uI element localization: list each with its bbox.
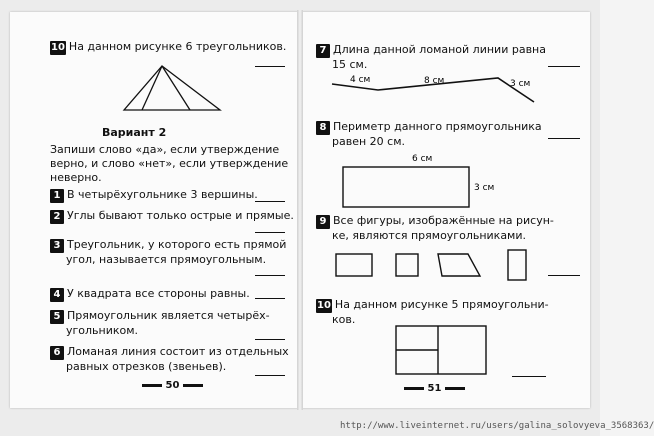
height-label: 3 см <box>474 183 495 193</box>
page-number: 51 <box>427 383 442 394</box>
segment-label: 8 см <box>424 76 445 86</box>
question-number: 8 <box>316 121 330 135</box>
question-number: 1 <box>50 189 64 203</box>
question-number: 3 <box>50 239 64 253</box>
segment-label: 4 см <box>350 75 371 85</box>
page-number-right <box>404 383 465 394</box>
answer-line[interactable] <box>255 298 285 299</box>
question-text: Углы бывают только острые и прямые. <box>67 209 294 222</box>
answer-line[interactable] <box>255 66 285 67</box>
question-7 <box>316 43 546 72</box>
question-text: Периметр данного прямоугольника <box>333 120 542 133</box>
instruction-line: неверно. <box>50 171 102 184</box>
question-text: На данном рисунке 6 треугольников. <box>68 40 287 53</box>
source-watermark-url: http://www.liveinternet.ru/users/galina_solovyeva_3568363/ <box>340 421 654 431</box>
question-text: угол, называется прямоугольным. <box>66 253 267 266</box>
question-9 <box>316 214 554 243</box>
answer-line[interactable] <box>548 138 580 139</box>
question-2 <box>50 209 294 224</box>
instruction-line: Запиши слово «да», если утверждение <box>50 143 280 156</box>
question-text: Треугольник, у которого есть прямой <box>67 238 287 251</box>
question-text: В четырёхугольнике 3 вершины. <box>67 188 258 201</box>
rectangle-figure <box>340 150 510 210</box>
answer-line[interactable] <box>548 275 580 276</box>
width-label: 6 см <box>412 154 433 164</box>
question-text: 15 см. <box>332 58 368 71</box>
question-text: равных отрезков (звеньев). <box>66 360 227 373</box>
question-10-right <box>316 298 549 327</box>
question-number: 7 <box>316 44 330 58</box>
question-text: У квадрата все стороны равны. <box>67 287 250 300</box>
answer-line[interactable] <box>255 275 285 276</box>
segment-label: 3 см <box>510 79 531 89</box>
question-number: 2 <box>50 210 64 224</box>
question-text: угольником. <box>66 324 139 337</box>
question-number: 6 <box>50 346 64 360</box>
page-number: 50 <box>165 380 180 391</box>
instruction-line: верно, и слово «нет», если утверждение <box>50 157 289 170</box>
question-1 <box>50 188 258 203</box>
question-text: На данном рисунке 5 прямоугольни- <box>334 298 549 311</box>
question-number: 4 <box>50 288 64 302</box>
question-3 <box>50 238 286 267</box>
page-number-left <box>142 380 203 391</box>
shapes-figure <box>332 248 542 282</box>
answer-line[interactable] <box>512 376 546 377</box>
question-6 <box>50 345 289 374</box>
answer-line[interactable] <box>548 66 580 67</box>
question-5 <box>50 309 270 338</box>
question-text: Все фигуры, изображённые на рисун- <box>333 214 554 227</box>
question-text: ке, являются прямоугольниками. <box>332 229 527 242</box>
answer-line[interactable] <box>255 375 285 376</box>
question-8 <box>316 120 542 149</box>
question-number: 10 <box>317 300 331 311</box>
question-text: Длина данной ломаной линии равна <box>333 43 546 56</box>
rectangles-figure <box>394 324 494 378</box>
instructions <box>50 143 288 185</box>
answer-line[interactable] <box>255 232 285 233</box>
question-number: 5 <box>50 310 64 324</box>
question-text: Прямоугольник является четырёх- <box>67 309 270 322</box>
variant-heading: Вариант 2 <box>102 126 167 139</box>
question-10-left <box>50 40 286 55</box>
answer-line[interactable] <box>255 201 285 202</box>
book-gutter <box>297 10 303 410</box>
question-number: 9 <box>316 215 330 229</box>
question-number: 10 <box>51 42 65 53</box>
question-4 <box>50 287 250 302</box>
question-text: Ломаная линия состоит из отдельных <box>67 345 289 358</box>
question-text: ков. <box>332 313 356 326</box>
triangles-figure <box>120 62 230 114</box>
polyline-figure <box>328 72 548 110</box>
answer-line[interactable] <box>255 339 285 340</box>
question-text: равен 20 см. <box>332 135 405 148</box>
